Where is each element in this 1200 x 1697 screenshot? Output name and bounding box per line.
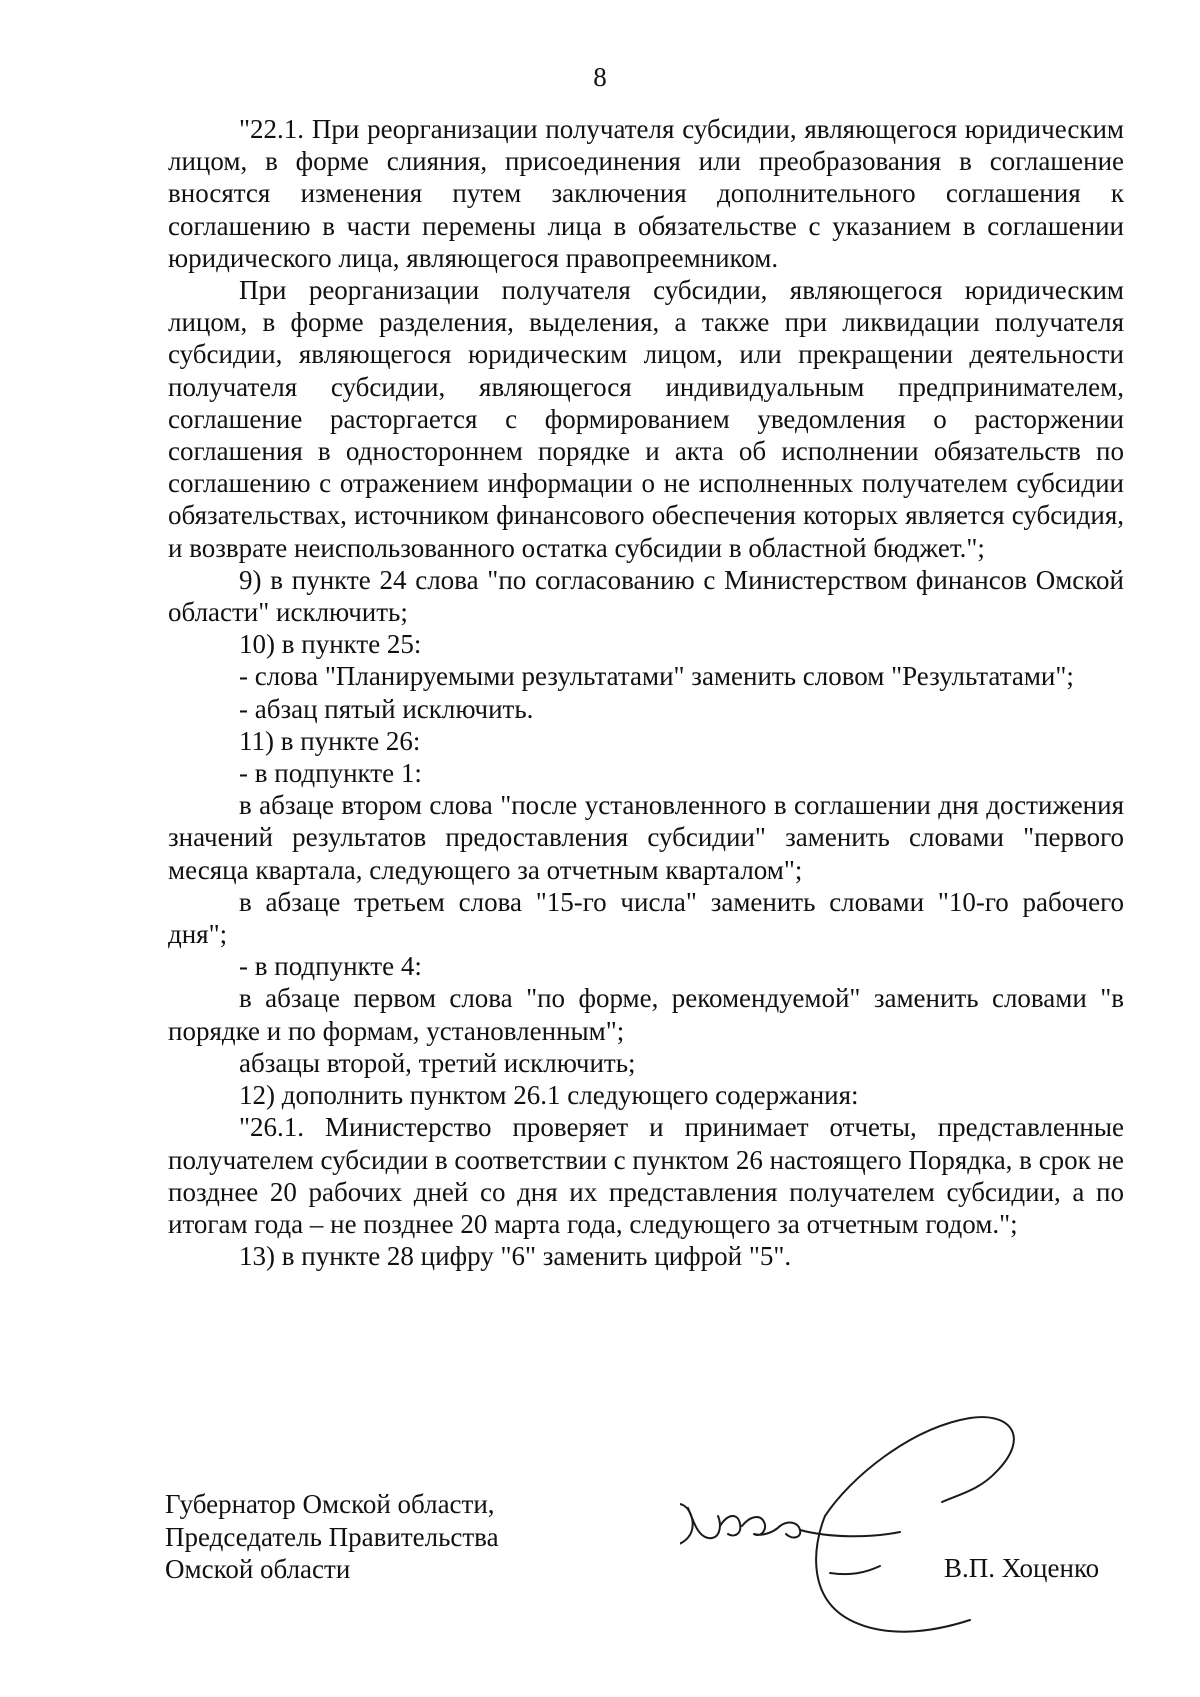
paragraph-22-1: "22.1. При реорганизации получателя субсидии, являющегося юридическим лицом, в форме слияния, присоединения или преобразования в соглашение вносятся изменения путем заключения дополнительного соглашения к соглашению в части перемены лица в обязательстве с указанием в соглашении юридического лица, являющегося правопреемником. [168, 114, 1124, 273]
signatory-name: В.П. Хоценко [944, 1553, 1100, 1583]
paragraph-item-12: 12) дополнить пунктом 26.1 следующего содержания: [239, 1080, 859, 1111]
paragraph-item-10-fifth: - абзац пятый исключить. [239, 693, 534, 724]
position-line: Губернатор Омской области, [165, 1489, 495, 1519]
position-line: Омской области [165, 1554, 351, 1584]
paragraph-subitem-4: - в подпункте 4: [239, 951, 422, 982]
position-line: Председатель Правительства [165, 1521, 499, 1552]
paragraph-item-13: 13) в пункте 28 цифру "6" заменить цифрой "5". [239, 1241, 792, 1272]
paragraph-subitem-1-second: в абзаце втором слова "после установленного в соглашении дня достижения значений результатов предоставления субсидии" заменить словами "первого месяца квартала, следующего за отчетным кварталом"; [168, 790, 1124, 885]
signatory-position [165, 1488, 499, 1586]
page-number: 8 [593, 62, 607, 92]
paragraph-subitem-4-first: в абзаце первом слова "по форме, рекомендуемой" заменить словами "в порядке и по формам, установленным"; [168, 983, 1124, 1046]
paragraph-subitem-1: - в подпункте 1: [239, 758, 422, 789]
paragraph-item-10-words: - слова "Планируемыми результатами" заменить словом "Результатами"; [239, 661, 1074, 692]
paragraph-subitem-1-third: в абзаце третьем слова "15-го числа" заменить словами "10-го рабочего дня"; [168, 886, 1124, 950]
paragraph-reorganization: При реорганизации получателя субсидии, являющегося юридическим лицом, в форме разделения, выделения, а также при ликвидации получателя субсидии, являющегося юридическим лицом, или прекращении деятельности получателя субсидии, являющегося индивидуальным предпринимателем, соглашение расторгается с формированием уведомления о расторжении соглашения в одностороннем порядке и акта об исполнении обязательств по соглашению с отражением информации о не исполненных получателем субсидии обязательствах, источником финансового обеспечения которых является субсидия, и возврате неиспользованного остатка субсидии в областной бюджет."; [168, 275, 1124, 563]
paragraph-item-10: 10) в пункте 25: [239, 629, 422, 660]
handwritten-signature [680, 1398, 1100, 1653]
document-body [168, 113, 1124, 1272]
paragraph-26-1: "26.1. Министерство проверяет и принимает отчеты, представленные получателем субсидии в соответствии с пунктом 26 настоящего Порядка, в срок не позднее 20 рабочих дней со дня их представления получателем субсидии, а по итогам года – не позднее 20 марта года, следующего за отчетным годом."; [168, 1112, 1124, 1239]
paragraph-item-9: 9) в пункте 24 слова "по согласованию с Министерством финансов Омской области" исключить; [168, 564, 1124, 628]
paragraph-item-11: 11) в пункте 26: [239, 725, 421, 756]
paragraph-subitem-4-rest: абзацы второй, третий исключить; [239, 1047, 636, 1078]
